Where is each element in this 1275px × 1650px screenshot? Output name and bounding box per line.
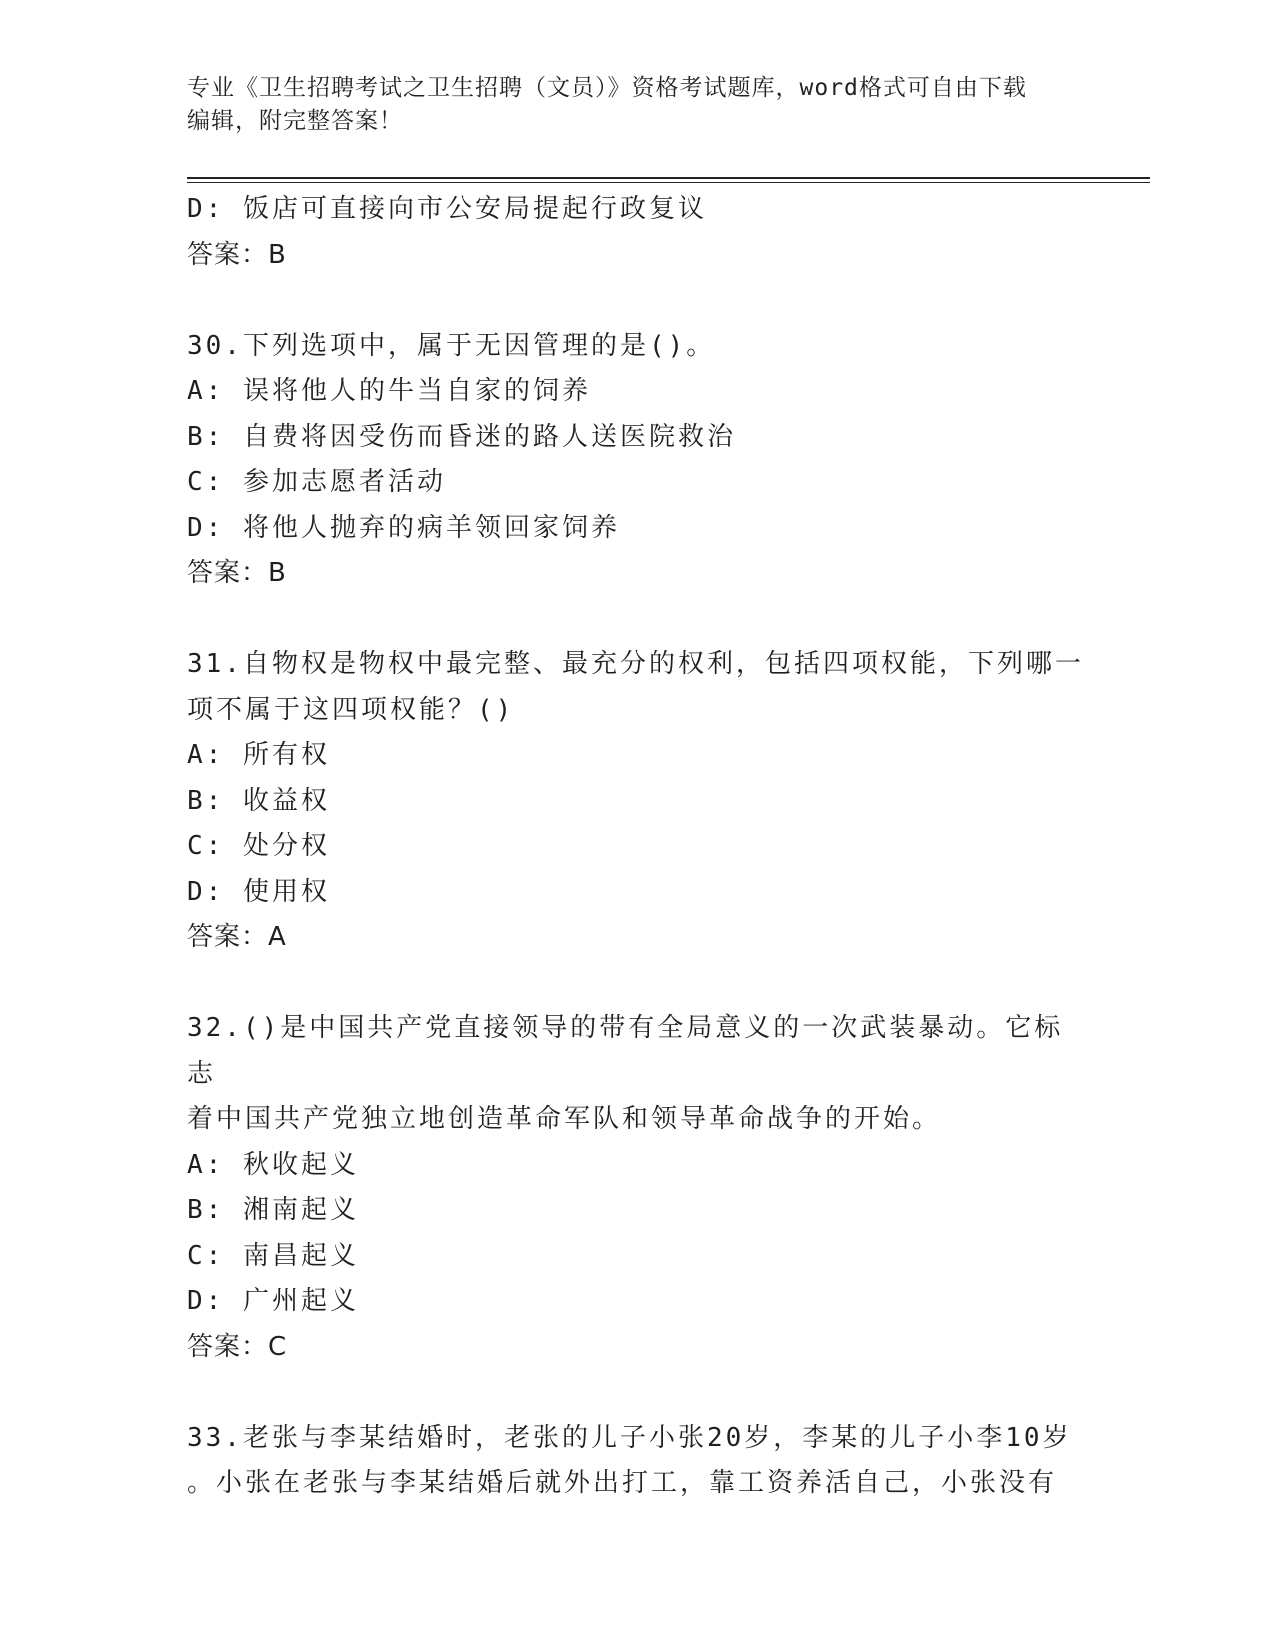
option-d: D: 广州起义 (187, 1286, 359, 1316)
option-a: A: 秋收起义 (187, 1149, 359, 1180)
question-text-line-1: 32.()是中国共产党直接领导的带有全局意义的一次武装暴动。它标志 (187, 1013, 1064, 1089)
question-33 (187, 1416, 1087, 1507)
spacer (187, 278, 1087, 324)
answer: 答案：B (187, 558, 287, 588)
option-d: D: 使用权 (187, 876, 330, 907)
header-divider-thick (187, 177, 1150, 179)
option-b: B: 收益权 (187, 785, 330, 816)
answer: 答案：A (187, 922, 287, 952)
spacer (187, 597, 1087, 643)
spacer (187, 1370, 1087, 1416)
prev-option-d: D: 饭店可直接向市公安局提起行政复议 (187, 194, 707, 224)
header-line-1: 专业《卫生招聘考试之卫生招聘（文员）》资格考试题库，word格式可自由下载 (187, 75, 1027, 101)
header-divider-thin (187, 182, 1150, 183)
question-text-line-1: 33.老张与李某结婚时，老张的儿子小张20岁，李某的儿子小李10岁 (187, 1422, 1072, 1453)
question-text-line-2: 着中国共产党独立地创造革命军队和领导革命战争的开始。 (187, 1104, 942, 1134)
question-text-line-2: 项不属于这四项权能？() (187, 694, 515, 725)
option-c: C: 参加志愿者活动 (187, 467, 446, 497)
question-text-line-2: 。小张在老张与李某结婚后就外出打工，靠工资养活自己，小张没有 (187, 1468, 1058, 1498)
question-text: 30.下列选项中，属于无因管理的是()。 (187, 330, 716, 361)
option-b: B: 自费将因受伤而昏迷的路人送医院救治 (187, 421, 736, 452)
question-30 (187, 324, 1087, 597)
option-d: D: 将他人抛弃的病羊领回家饲养 (187, 512, 620, 543)
question-text-line-1: 31.自物权是物权中最完整、最充分的权利，包括四项权能，下列哪一 (187, 649, 1084, 679)
option-c: C: 南昌起义 (187, 1240, 359, 1271)
document-body (187, 187, 1087, 1507)
option-c: C: 处分权 (187, 831, 330, 861)
document-header (187, 72, 1087, 138)
question-32 (187, 1006, 1087, 1370)
option-a: A: 所有权 (187, 740, 330, 770)
header-line-2: 编辑，附完整答案！ (187, 108, 403, 134)
option-a: A: 误将他人的牛当自家的饲养 (187, 376, 591, 406)
question-31 (187, 642, 1087, 961)
spacer (187, 961, 1087, 1007)
option-b: B: 湘南起义 (187, 1195, 359, 1225)
prev-answer: 答案：B (187, 239, 287, 270)
answer: 答案：C (187, 1331, 288, 1362)
